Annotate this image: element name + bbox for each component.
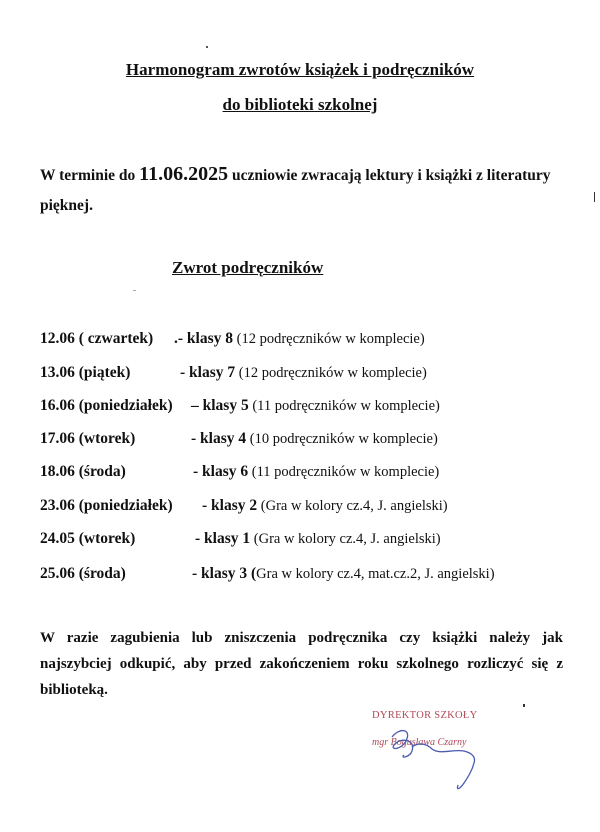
- row-klasa: klasy 7: [189, 364, 236, 381]
- row-klasa: klasy 8: [186, 330, 234, 347]
- stamp-title: DYREKTOR SZKOŁY: [372, 710, 478, 721]
- row-class: [174, 330, 425, 348]
- row-separator: -: [191, 430, 201, 447]
- scan-speck: [594, 192, 595, 202]
- row-klasa: klasy 5: [202, 397, 249, 414]
- row-date: 12.06 ( czwartek): [40, 330, 154, 347]
- row-note: Gra w kolory cz.4, mat.cz.2, J. angielski): [256, 566, 495, 582]
- row-class: [180, 364, 427, 382]
- intro-prefix: W terminie do: [40, 167, 140, 184]
- row-class: [191, 397, 440, 415]
- row-separator: –: [191, 397, 203, 414]
- row-klasa: klasy 6: [202, 463, 249, 480]
- row-klasa: klasy 4: [200, 430, 247, 447]
- signature-icon: [360, 715, 500, 795]
- row-note: (12 podręczników w komplecie): [235, 365, 427, 381]
- row-separator: -: [192, 565, 202, 582]
- row-class: [191, 430, 438, 448]
- row-date: 24.05 (wtorek): [40, 530, 136, 547]
- row-date: 18.06 (środa): [40, 463, 126, 480]
- row-date: 17.06 (wtorek): [40, 430, 136, 447]
- document-title: Harmonogram zwrotów książek i podręczników: [125, 60, 475, 79]
- row-note: (11 podręczników w komplecie): [248, 398, 440, 414]
- row-klasa: klasy 1: [204, 530, 251, 547]
- deadline-date: 11.06.2025: [139, 163, 229, 185]
- row-note: (12 podręczników w komplecie): [233, 331, 425, 347]
- row-class: [193, 463, 439, 481]
- row-klasa: klasy 2: [211, 497, 258, 514]
- row-class: [192, 565, 495, 583]
- row-class: [195, 530, 441, 548]
- row-date: 16.06 (poniedziałek): [40, 397, 173, 414]
- stamp-name: mgr Bogusława Czarny: [372, 737, 467, 748]
- row-note: (11 podręczników w komplecie): [248, 464, 440, 480]
- scan-speck: [206, 46, 208, 48]
- row-note: (10 podręczników w komplecie): [246, 431, 438, 447]
- row-date: 13.06 (piątek): [40, 364, 131, 381]
- intro-suffix: uczniowie zwracają lektury i książki z literatury pięknej.: [40, 167, 551, 214]
- row-note: (Gra w kolory cz.4, J. angielski): [257, 498, 448, 514]
- row-separator: .-: [174, 330, 187, 347]
- row-date: 25.06 (środa): [40, 565, 126, 582]
- document-subtitle: do biblioteki szkolnej: [222, 95, 378, 114]
- row-separator: -: [202, 497, 212, 514]
- row-separator: -: [195, 530, 205, 547]
- intro-paragraph: [40, 159, 570, 221]
- schedule-heading: Zwrot podręczników: [172, 258, 324, 277]
- row-separator: -: [193, 463, 203, 480]
- row-separator: -: [180, 364, 190, 381]
- row-date: 23.06 (poniedziałek): [40, 497, 173, 514]
- scan-speck: [523, 704, 525, 707]
- row-class: [202, 497, 448, 515]
- scan-speck: [133, 290, 136, 291]
- row-klasa: klasy 3 (: [201, 565, 257, 582]
- row-note: (Gra w kolory cz.4, J. angielski): [250, 531, 441, 547]
- footer-note: W razie zagubienia lub zniszczenia podręcznika czy książki należy jak najszybciej odkupić, aby przed zakończeniem roku szkolnego rozliczyć się z biblioteką.: [40, 630, 563, 698]
